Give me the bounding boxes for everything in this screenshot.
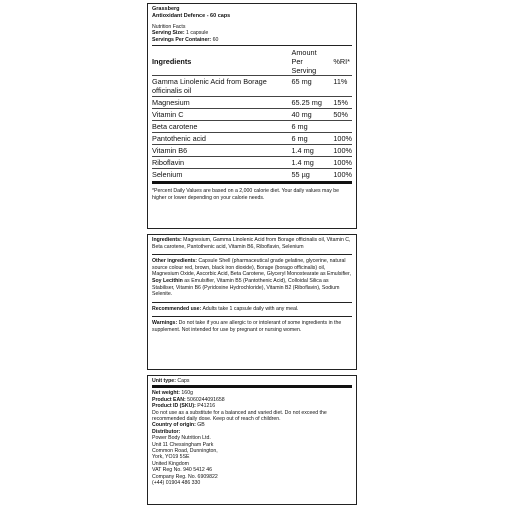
nutrition-table [152,48,352,180]
nutrient-name: Riboflavin [152,157,291,169]
nutrient-ri: 100% [325,157,352,169]
nutrition-facts-panel [147,3,357,229]
nutrient-name: Vitamin C [152,109,291,121]
distributor-address [152,435,352,486]
address-line: Common Road, Dunnington, [152,448,218,455]
nutrient-ri: 100% [325,169,352,181]
address-line: Company Reg. No. 6909822 [152,473,218,480]
nutrient-name: Magnesium [152,97,291,109]
address-line: Unit 11 Chessingham Park [152,441,214,448]
ingredients-panel [147,234,357,370]
nutrition-row [152,97,352,109]
nutrient-name: Pantothenic acid [152,133,291,145]
nutrition-row [152,157,352,169]
usage-disclaimer: Do not use as a substitute for a balanced and varied diet. Do not exceed the recommended daily dose. Keep out of reach of children. [152,409,327,423]
address-line: (+44) 01904 486 330 [152,480,201,487]
address-line: United Kingdom [152,460,189,467]
nutrient-ri: 100% [325,133,352,145]
ingredients-section: Ingredients: Magnesium, Gamma Linolenic Acid from Borage officinalis oil, Vitamin C, Beta carotene, Pantothenic acid, Vitamin B6, Riboflavin, Selenium [152,237,351,250]
nutrient-name: Gamma Linolenic Acid from Borage officinalis oil [152,76,291,97]
nutrition-row [152,133,352,145]
nutrient-amount: 65.25 mg [291,97,325,109]
nutrient-ri: 100% [325,145,352,157]
nutrition-row [152,121,352,133]
col-amount: Amount Per Serving [291,48,317,76]
nutrition-row [152,169,352,181]
nutrient-amount: 40 mg [291,109,325,121]
serving-size: Serving Size: 1 capsule [152,30,209,37]
nutrient-amount: 1.4 mg [291,145,325,157]
nutrient-ri [325,121,352,133]
nutrient-amount: 55 µg [291,169,325,181]
nutrient-name: Vitamin B6 [152,145,291,157]
net-weight: Net weight: 160g [152,390,193,397]
nutrient-ri: 11% [325,76,352,97]
product-sku: Product ID (SKU): P41216 [152,403,216,410]
recommended-use-section: Recommended use: Adults take 1 capsule daily with any meal. [152,305,299,312]
address-line: Power Body Nutrition Ltd. [152,435,211,442]
nutrient-ri: 50% [325,109,352,121]
nutrient-name: Selenium [152,169,291,181]
nutrition-table-header [152,48,352,76]
warnings-section: Warnings: Do not take if you are allergic to or intolerant of some ingredients in the supplement. Not intended for use by pregnant or nursing women. [152,320,342,333]
daily-values-footnote: *Percent Daily Values are based on a 2,000 calorie diet. Your daily values may be higher or lower depending on your calorie needs. [152,188,340,202]
nutrient-amount: 6 mg [291,133,325,145]
nutrient-amount: 6 mg [291,121,325,133]
servings-per-container: Servings Per Container: 60 [152,36,219,43]
nutrition-facts-heading: Nutrition Facts [152,24,186,30]
unit-type: Unit type: Caps [152,378,190,384]
distributor-heading: Distributor: [152,428,181,435]
nutrition-row [152,145,352,157]
nutrient-ri: 15% [325,97,352,109]
address-line: VAT Reg No. 940 5412 46 [152,467,212,474]
product-name: Antioxidant Defence - 60 caps [152,12,231,19]
nutrient-amount: 65 mg [291,76,325,97]
product-details-panel [147,375,357,505]
address-line: York, YO19 5SE [152,454,190,461]
other-ingredients-section: Other ingredients: Capsule Shell (pharmaceutical grade gelatine, glycerine, natural source colour red, brown, black iron dioxide), Borage (borago officinalis) oil, Magnesium Oxide, Ascorbic Acid, Beta Carotene, Glyceryl Monostearate as Emulsifier, Soy Lecithin as Emulsifier, Vitamin B5 (Pantothenic Acid), Colloidal Silica as Stabiliser, Vitamin B6 (Pyridoxine Hydrochloride), Vitamin B2 (Riboflavin), Sodium Selenite. [152,258,351,298]
col-ri: %RI* [333,57,350,67]
col-ingredients: Ingredients [152,57,192,67]
nutrition-row [152,109,352,121]
nutrient-name: Beta carotene [152,121,291,133]
nutrient-amount: 1.4 mg [291,157,325,169]
brand-name: Grassberg [152,6,180,12]
country-of-origin: Country of origin: GB [152,422,205,429]
nutrition-row [152,76,352,97]
product-ean: Product EAN: 5060244091658 [152,396,225,403]
